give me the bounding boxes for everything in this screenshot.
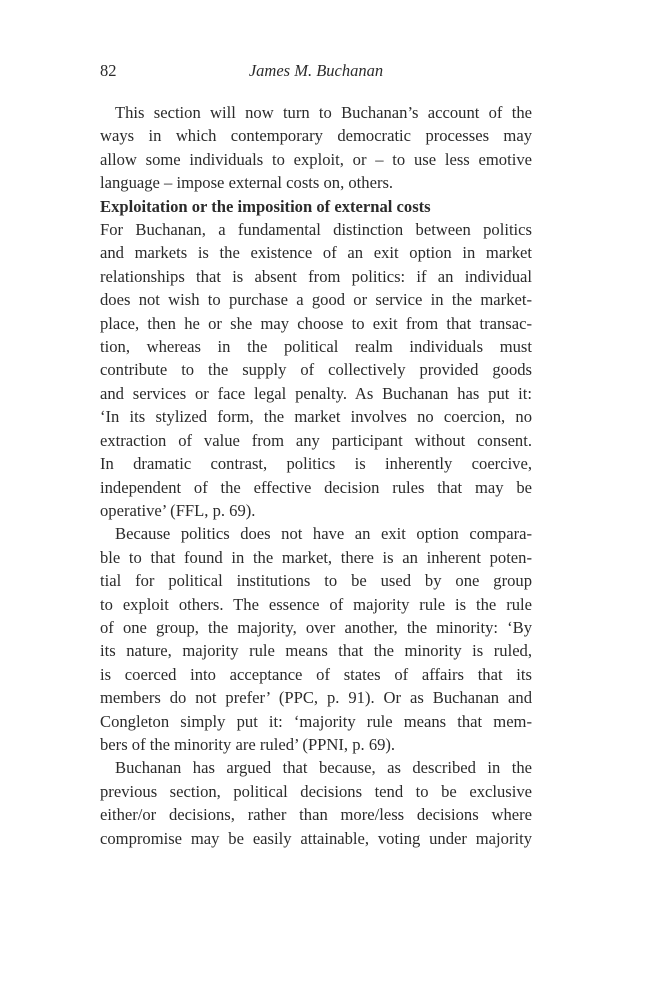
section-heading: Exploitation or the imposition of external costs bbox=[100, 196, 431, 216]
text-line: operative’ (FFL, p. 69). bbox=[100, 500, 256, 520]
text-line: does not wish to purchase a good or service in the market- bbox=[100, 290, 532, 310]
text-line: Congleton simply put it: ‘majority rule means that mem- bbox=[100, 711, 532, 731]
page-header bbox=[100, 61, 532, 85]
text-line: allow some individuals to exploit, or – to use less emotive bbox=[100, 149, 532, 169]
text-line: and services or face legal penalty. As Buchanan has put it: bbox=[100, 383, 532, 403]
text-line: ‘In its stylized form, the market involves no coercion, no bbox=[100, 407, 532, 427]
text-line: independent of the effective decision rules that may be bbox=[100, 477, 532, 497]
text-line: This section will now turn to Buchanan’s account of the bbox=[115, 103, 532, 122]
text-line: to exploit others. The essence of majority rule is the rule bbox=[100, 594, 532, 614]
text-line: previous section, political decisions tend to be exclusive bbox=[100, 781, 532, 801]
text-line: either/or decisions, rather than more/less decisions where bbox=[100, 805, 532, 825]
text-line: In dramatic contrast, politics is inherently coercive, bbox=[100, 454, 532, 474]
text-line: is coerced into acceptance of states of affairs that its bbox=[100, 664, 532, 684]
text-line: tion, whereas in the political realm individuals must bbox=[100, 337, 532, 357]
text-line: language – impose external costs on, others. bbox=[100, 173, 394, 193]
text-line: its nature, majority rule means that the minority is ruled, bbox=[100, 641, 532, 661]
text-line: compromise may be easily attainable, voting under majority bbox=[100, 828, 532, 848]
text-line: relationships that is absent from politics: if an individual bbox=[100, 266, 532, 286]
text-line: extraction of value from any participant without consent. bbox=[100, 430, 532, 450]
page-number: 82 bbox=[100, 61, 117, 80]
text-line: bers of the minority are ruled’ (PPNI, p. 69). bbox=[100, 734, 396, 754]
text-line: Because politics does not have an exit option compara- bbox=[115, 524, 532, 544]
running-head: James M. Buchanan bbox=[248, 61, 384, 80]
text-line: members do not prefer’ (PPC, p. 91). Or as Buchanan and bbox=[100, 688, 532, 708]
page-body bbox=[100, 101, 532, 850]
text-line: ways in which contemporary democratic processes may bbox=[100, 126, 532, 146]
text-line: ble to that found in the market, there is an inherent poten- bbox=[100, 547, 532, 567]
paragraph-majority-rule bbox=[100, 522, 532, 756]
text-line: Buchanan has argued that because, as described in the bbox=[115, 758, 532, 778]
paragraph-exit-option bbox=[100, 218, 532, 522]
text-line: of one group, the majority, over another, the minority: ‘By bbox=[100, 617, 532, 637]
text-line: and markets is the existence of an exit option in market bbox=[100, 243, 532, 263]
paragraph-either-or bbox=[100, 756, 532, 850]
text-line: place, then he or she may choose to exit from that transac- bbox=[100, 313, 532, 333]
paragraph-intro bbox=[100, 101, 532, 195]
text-line: contribute to the supply of collectively provided goods bbox=[100, 360, 532, 380]
text-line: tial for political institutions to be used by one group bbox=[100, 571, 532, 591]
text-line: For Buchanan, a fundamental distinction between politics bbox=[100, 220, 532, 240]
